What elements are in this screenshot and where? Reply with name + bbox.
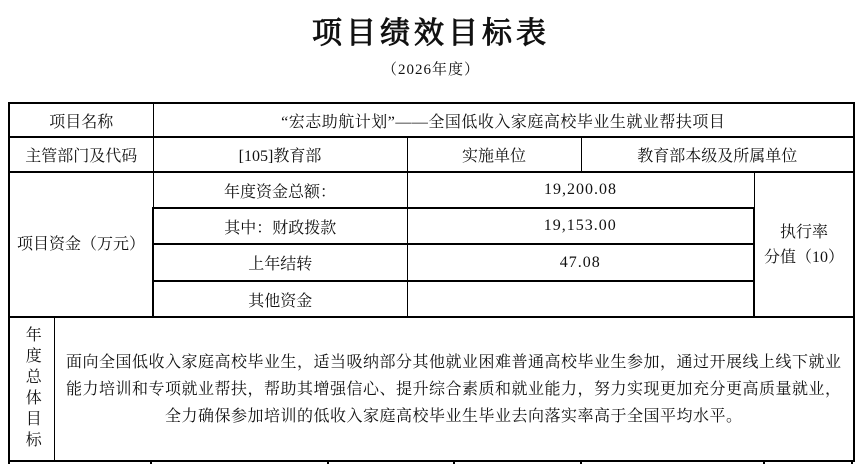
- funds-label-cell: 项目资金（万元）: [9, 172, 153, 317]
- table-row: [9, 317, 854, 461]
- impl-unit-value-cell: 教育部本级及所属单位: [581, 137, 854, 172]
- execution-rate-cell: [754, 172, 854, 317]
- next-row-border-tick: [150, 460, 152, 464]
- dept-label-cell: 主管部门及代码: [9, 137, 153, 172]
- funds-row-label: 其中：财政拨款: [153, 208, 407, 244]
- project-name-value-cell: “宏志助航计划”——全国低收入家庭高校毕业生就业帮扶项目: [153, 103, 854, 137]
- funds-row-value: 47.08: [407, 244, 754, 281]
- funds-row-value: [407, 281, 754, 317]
- execution-rate-line2: 分值（10）: [764, 248, 845, 266]
- next-row-border-tick: [851, 460, 853, 464]
- page-subtitle: （2026年度）: [381, 62, 480, 78]
- next-row-border-tick: [580, 460, 582, 464]
- impl-unit-label-cell: 实施单位: [407, 137, 581, 172]
- performance-target-table: [8, 102, 855, 462]
- table-row: [9, 103, 854, 137]
- annual-goal-label: 年度总体目标: [23, 326, 41, 452]
- funds-row-label: 年度资金总额：: [153, 172, 407, 208]
- dept-value-cell: [105]教育部: [153, 137, 407, 172]
- annual-goal-label-cell: [9, 317, 54, 461]
- funds-row-label: 其他资金: [153, 281, 407, 317]
- next-row-border-tick: [453, 460, 455, 464]
- funds-row-label: 上年结转: [153, 244, 407, 281]
- annual-goal-text-cell: 面向全国低收入家庭高校毕业生，适当吸纳部分其他就业困难普通高校毕业生参加，通过开展线上线下就业能力培训和专项就业帮扶，帮助其增强信心、提升综合素质和就业能力，努力实现更加充分更高质量就业，全力确保参加培训的低收入家庭高校毕业生毕业去向落实率高于全国平均水平。: [54, 317, 854, 461]
- project-name-label-cell: 项目名称: [9, 103, 153, 137]
- next-row-border-tick: [763, 460, 765, 464]
- page-title: 项目绩效目标表: [312, 17, 550, 50]
- next-row-border-tick: [8, 460, 10, 464]
- funds-row-value: 19,200.08: [407, 172, 754, 208]
- next-row-border-tick: [327, 460, 329, 464]
- execution-rate-line1: 执行率: [780, 223, 829, 241]
- funds-row-value: 19,153.00: [407, 208, 754, 244]
- table-row: [9, 137, 854, 172]
- table-row: [9, 172, 854, 208]
